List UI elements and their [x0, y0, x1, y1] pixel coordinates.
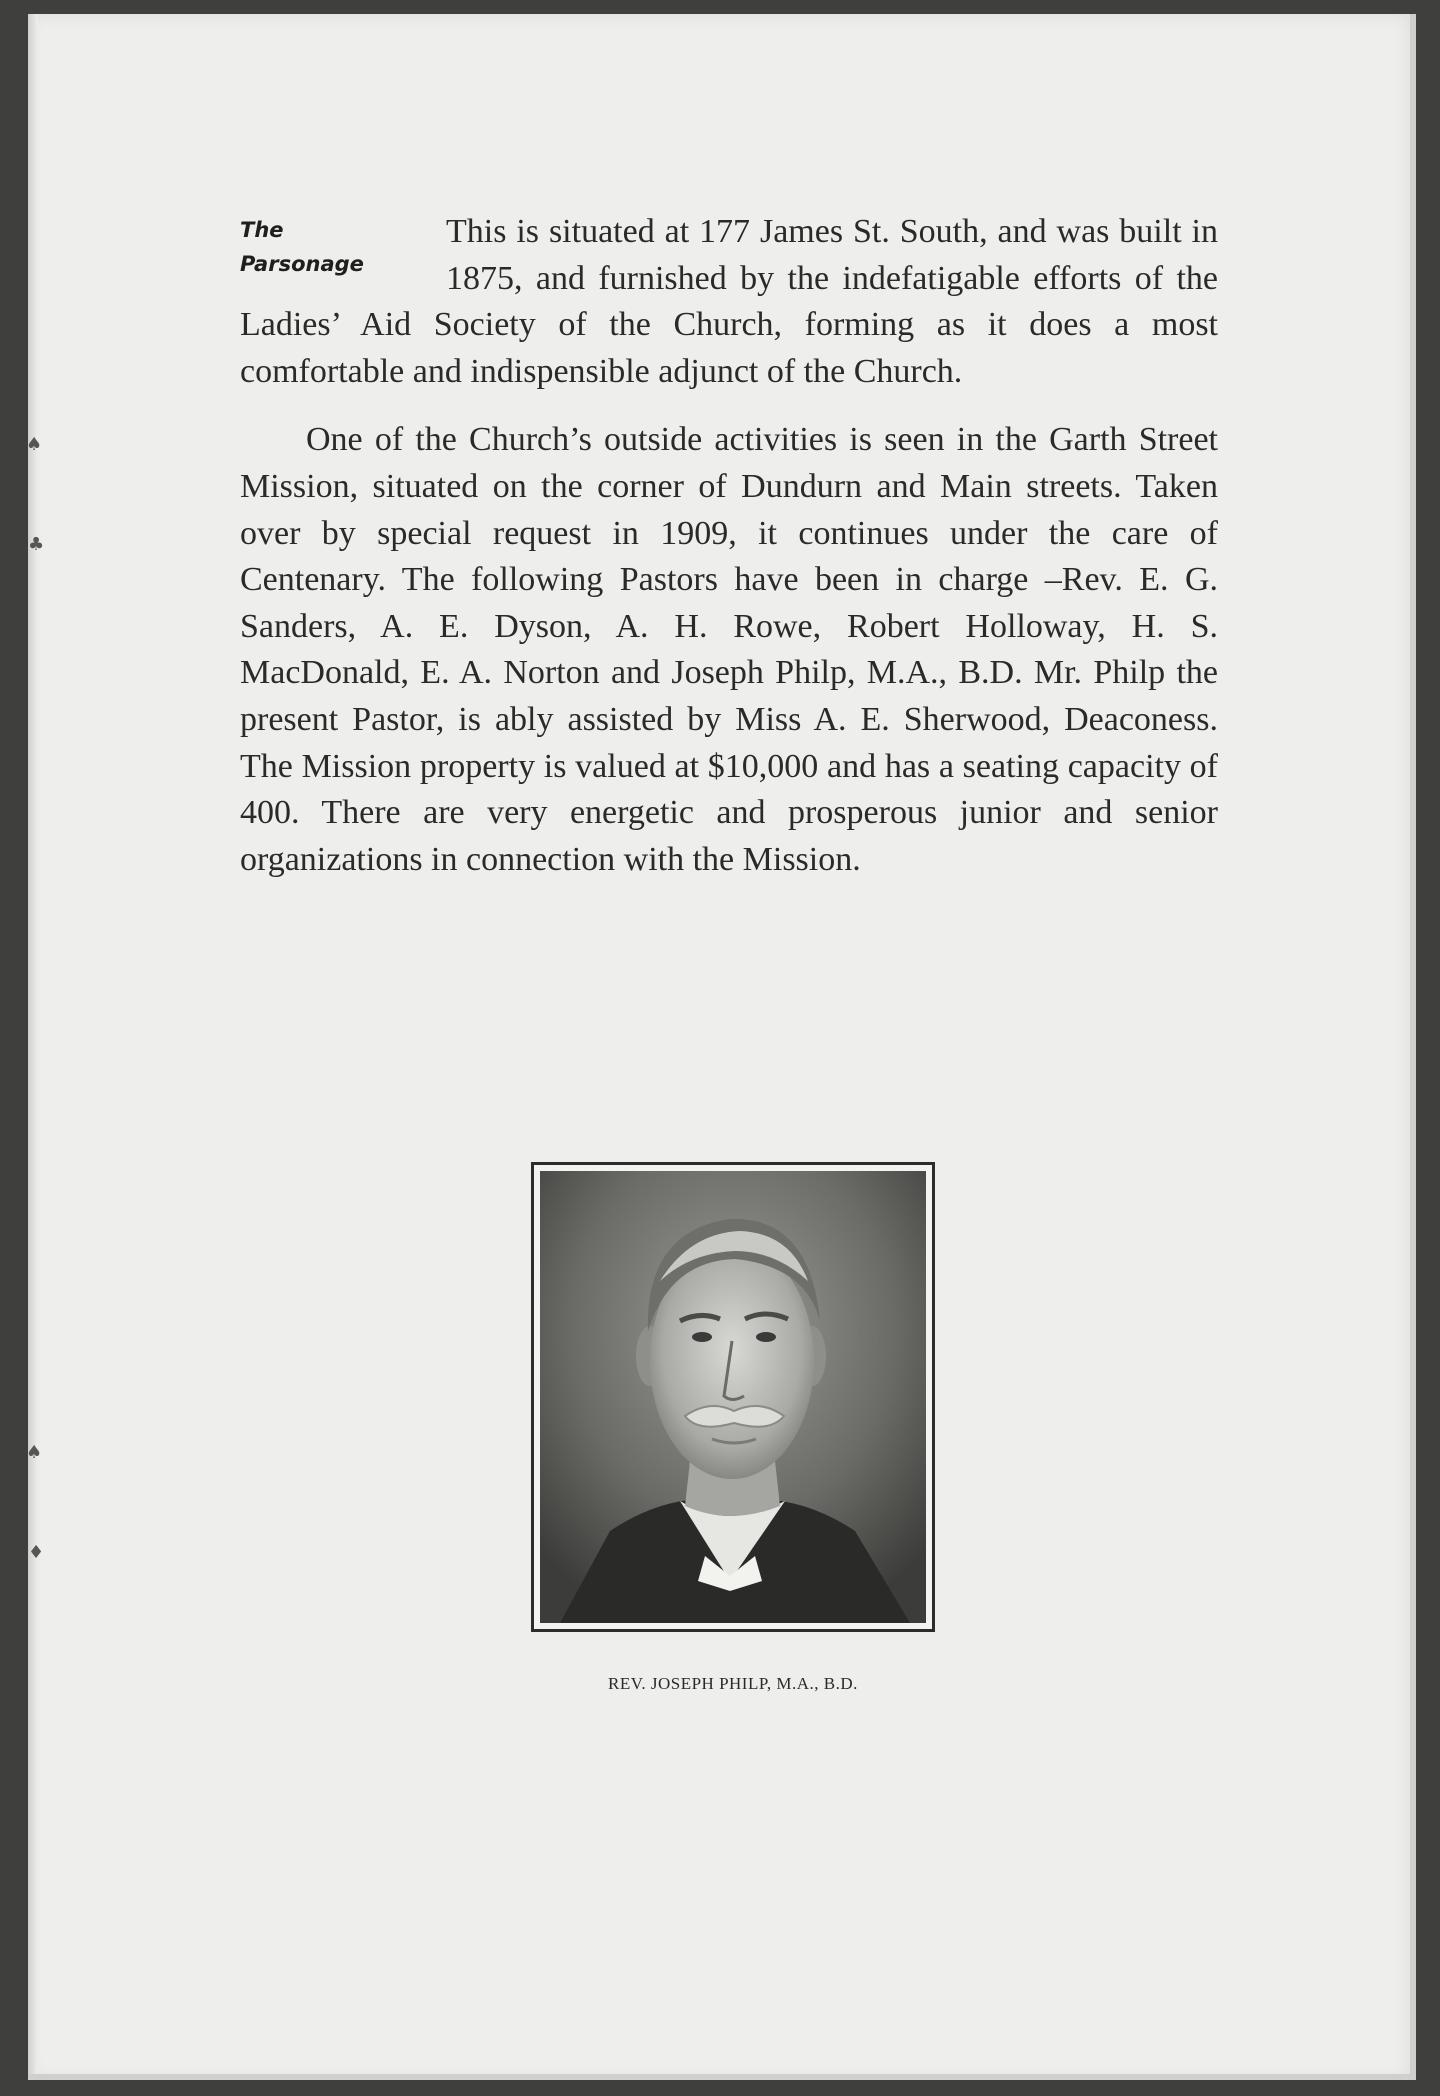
portrait-illustration — [540, 1171, 926, 1623]
sidehead-line-2: Parsonage — [240, 252, 364, 276]
section-sidehead — [240, 213, 436, 281]
portrait-caption: REV. JOSEPH PHILP, M.A., B.D. — [608, 1674, 858, 1693]
page-binding-edge — [28, 14, 38, 2080]
mission-paragraph: One of the Church’s outside activities is seen in the Garth Street Mission, situated on the corner of Dundurn and Main streets. Taken over by special request in 1909, it continues under the care of Centenary. The following Pastors have been in charge –Rev. E. G. Sanders, A. E. Dyson, A. H. Rowe, Robert Holloway, H. S. MacDonald, E. A. Norton and Joseph Philp, M.A., B.D. Mr. Philp the present Pastor, is ably assisted by Miss A. E. Sherwood, Deaconess. The Mission property is valued at $10,000 and has a seating capacity of 400. There are very energetic and prosperous junior and senior organizations in connection with the Mission. — [240, 421, 1218, 878]
page-bottom-edge — [28, 2074, 1410, 2080]
document-page — [28, 14, 1416, 2080]
binding-stitch-mark: ♠ — [26, 1442, 43, 1463]
binding-stitch-mark: ♠ — [26, 434, 43, 455]
portrait-photo — [540, 1171, 926, 1623]
parsonage-paragraph: This is situated at 177 James St. South, and was built in 1875, and furnished by the indefatigable efforts of the Ladies’ Aid Society of the Church, forming as it does a most comfortable and indispensible adjunct of the Church. — [240, 213, 1218, 390]
portrait-frame — [531, 1162, 935, 1632]
body-text — [240, 209, 1218, 883]
binding-stitch-mark: ♣ — [28, 534, 45, 555]
binding-stitch-mark: ♦ — [28, 1542, 45, 1563]
sidehead-line-1: The — [240, 218, 284, 242]
